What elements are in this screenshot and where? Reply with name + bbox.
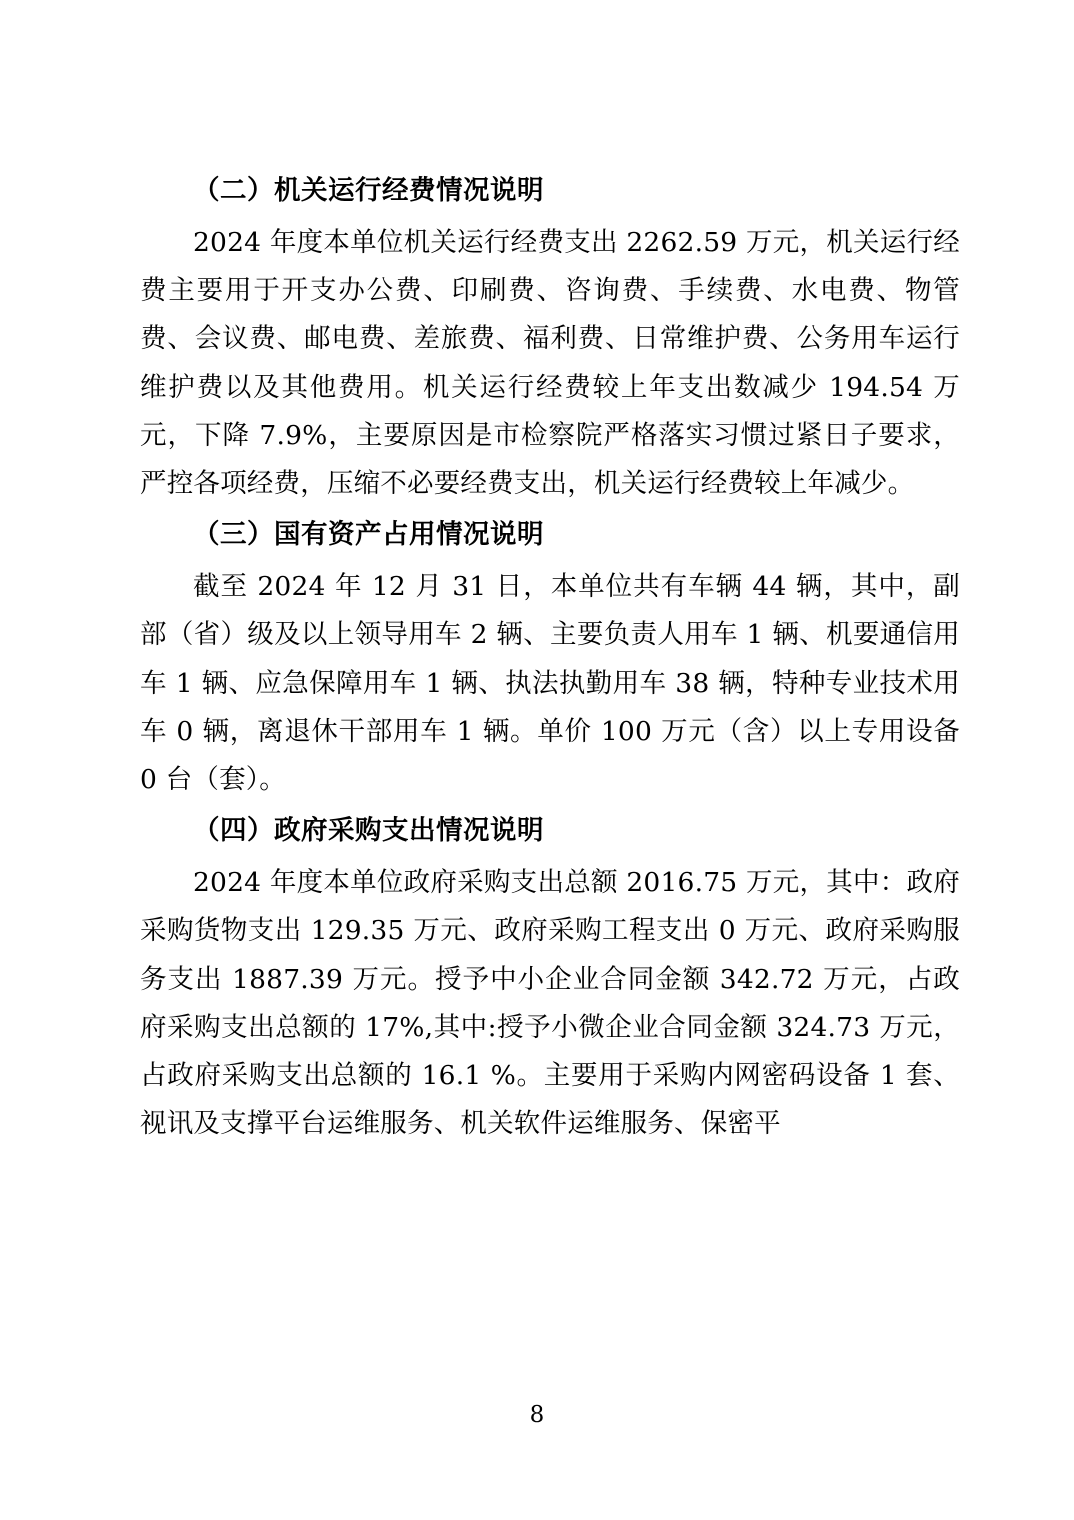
document-body bbox=[140, 170, 960, 1148]
section-paragraph-operating-expenses: 2024 年度本单位机关运行经费支出 2262.59 万元，机关运行经费主要用于开支办公费、印刷费、咨询费、手续费、水电费、物管费、会议费、邮电费、差旅费、福利费、日常维护费、公务用车运行维护费以及其他费用。机关运行经费较上年支出数减少 194.54 万元，下降 7.9%，主要原因是市检察院严格落实习惯过紧日子要求，严控各项经费，压缩不必要经费支出，机关运行经费较上年减少。 bbox=[140, 226, 960, 500]
section-heading-operating-expenses: （二）机关运行经费情况说明 bbox=[193, 175, 544, 206]
section-paragraph-government-procurement: 2024 年度本单位政府采购支出总额 2016.75 万元，其中：政府采购货物支出 129.35 万元、政府采购工程支出 0 万元、政府采购服务支出 1887.39 万元。授予中小企业合同金额 342.72 万元，占政府采购支出总额的 17%,其中:授予小微企业合同金额 324.73 万元，占政府采购支出总额的 16.1 %。主要用于采购内网密码设备 1 套、视讯及支撑平台运维服务、机关软件运维服务、保密平 bbox=[140, 867, 960, 1140]
section-heading-state-assets: （三）国有资产占用情况说明 bbox=[193, 519, 544, 551]
section-heading-government-procurement: （四）政府采购支出情况说明 bbox=[193, 815, 544, 847]
page-number: 8 bbox=[529, 1402, 545, 1428]
section-paragraph-state-assets: 截至 2024 年 12 月 31 日，本单位共有车辆 44 辆，其中，副部（省）级及以上领导用车 2 辆、主要负责人用车 1 辆、机要通信用车 1 辆、应急保障用车 1 辆、执法执勤用车 38 辆，特种专业技术用车 0 辆，离退休干部用车 1 辆。单价 100 万元（含）以上专用设备 0 台（套）。 bbox=[140, 571, 960, 796]
